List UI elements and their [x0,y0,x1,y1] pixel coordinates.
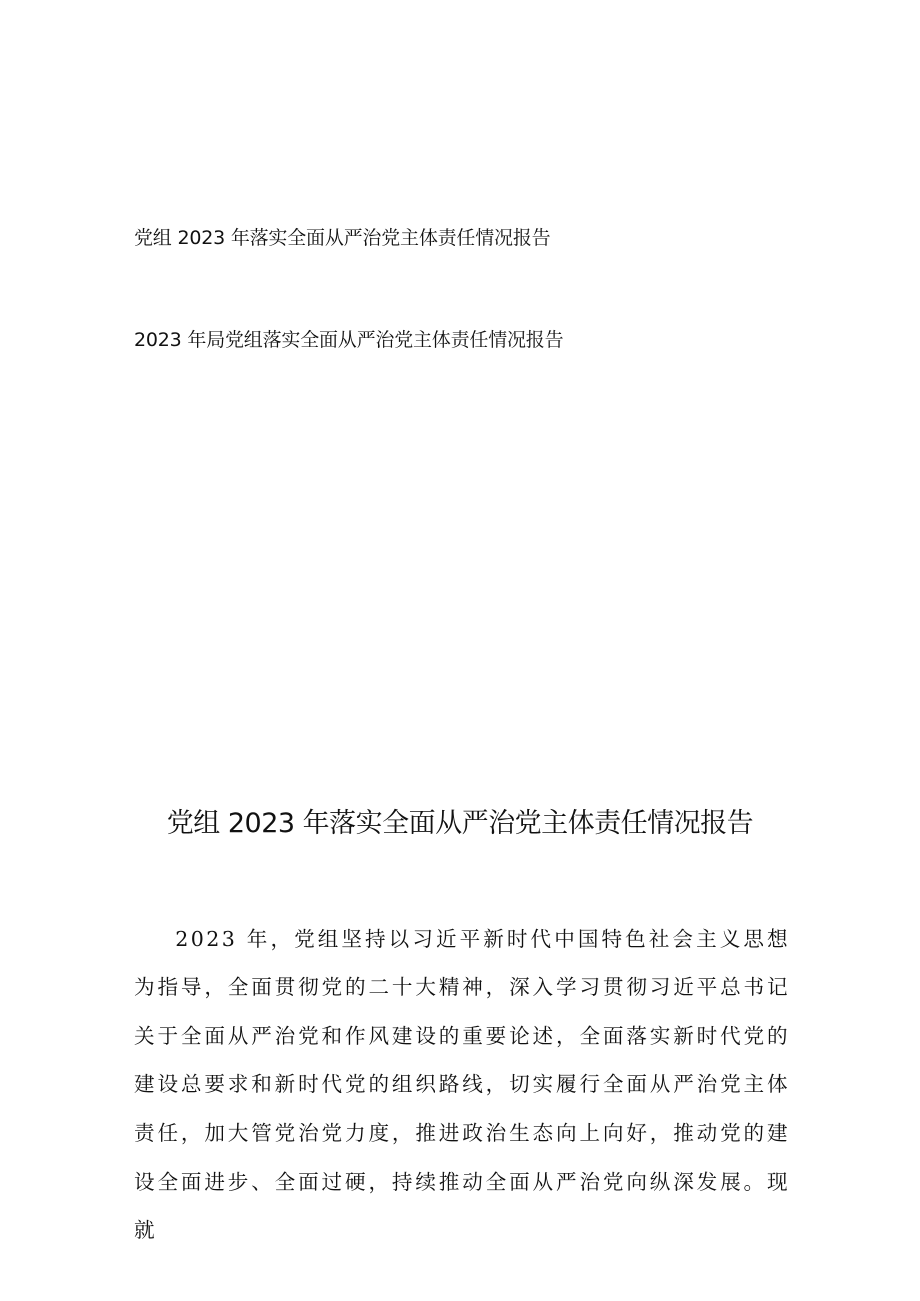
body-paragraph: 2023 年，党组坚持以习近平新时代中国特色社会主义思想为指导，全面贯彻党的二十大精神，深入学习贯彻习近平总书记关于全面从严治党和作风建设的重要论述，全面落实新时代党的建设总要求和新时代党的组织路线，切实履行全面从严治党主体责任，加大管党治党力度，推进政治生态向上向好，推动党的建设全面进步、全面过硬，持续推动全面从严治党向纵深发展。现就 [134,926,790,1243]
toc-entry-2[interactable]: 2023 年局党组落实全面从严治党主体责任情况报告 [134,329,564,351]
document-title: 党组 2023 年落实全面从严治党主体责任情况报告 [166,808,754,839]
toc-entry-1[interactable]: 党组 2023 年落实全面从严治党主体责任情况报告 [134,227,551,249]
